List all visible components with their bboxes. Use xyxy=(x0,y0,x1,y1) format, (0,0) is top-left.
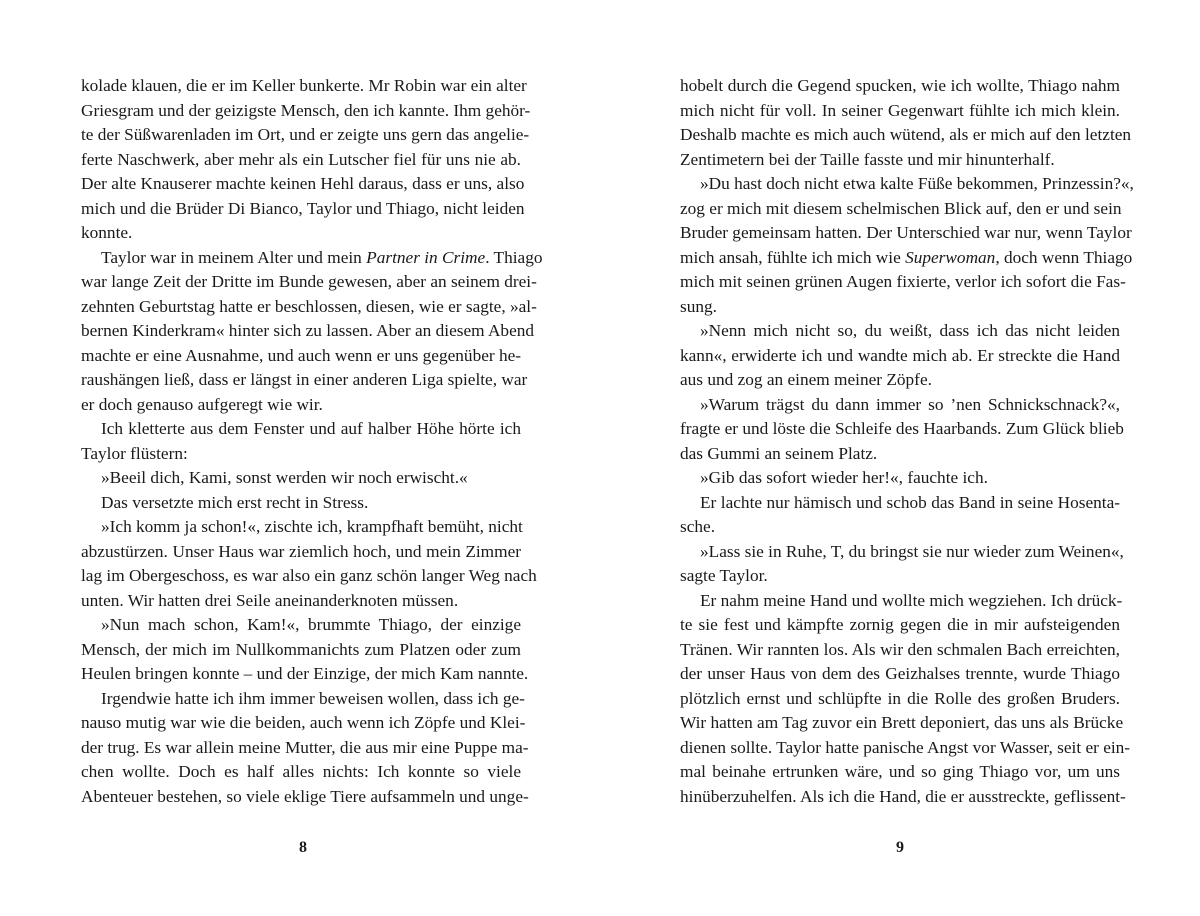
text-line xyxy=(81,246,543,271)
text-segment: Das versetzte mich erst recht in Stress. xyxy=(101,492,369,512)
text-segment: unten. Wir hatten drei Seile aneinanderknoten müssen. xyxy=(81,590,459,610)
text-line xyxy=(81,393,521,418)
text-line xyxy=(81,442,521,467)
text-segment: mich nicht für voll. In seiner Gegenwart fühlte ich mich klein. xyxy=(680,100,1120,120)
text-segment: dienen sollte. Taylor hatte panische Angst vor Wasser, seit er ein- xyxy=(680,737,1131,757)
text-segment: sche. xyxy=(680,517,716,537)
text-segment: er doch genauso aufgeregt wie wir. xyxy=(81,394,323,414)
text-line xyxy=(81,368,528,393)
text-segment: Ich kletterte aus dem Fenster und auf halber Höhe hörte ich xyxy=(101,419,521,439)
text-segment: das Gummi an seinem Platz. xyxy=(680,443,878,463)
text-line xyxy=(81,736,529,761)
text-segment: »Warum trägst du dann immer so ’nen Schnickschnack?«, xyxy=(700,394,1120,414)
text-line xyxy=(81,99,531,124)
text-line xyxy=(81,197,525,222)
text-segment: sagte Taylor. xyxy=(680,566,768,586)
text-line xyxy=(81,564,537,589)
text-line xyxy=(680,711,1124,736)
text-segment: , doch wenn Thiago xyxy=(995,247,1133,267)
text-line xyxy=(680,785,1126,810)
text-line xyxy=(81,172,525,197)
text-segment: Der alte Knauserer machte keinen Hehl daraus, dass er uns, also xyxy=(81,174,525,194)
text-segment: der trug. Es war allein meine Mutter, die aus mir eine Puppe ma- xyxy=(81,737,529,757)
text-line xyxy=(680,295,1120,320)
text-segment: abzustürzen. Unser Haus war ziemlich hoch, und mein Zimmer xyxy=(81,541,521,561)
text-segment: Griesgram und der geizigste Mensch, den ich kannte. Ihm gehör- xyxy=(81,100,531,120)
text-segment: aus und zog an einem meiner Zöpfe. xyxy=(680,370,932,390)
text-segment: Heulen bringen konnte – und der Einzige, der mich Kam nannte. xyxy=(81,664,529,684)
text-segment: nauso mutig war wie die beiden, auch wenn ich Zöpfe und Klei- xyxy=(81,713,526,733)
text-segment: chen wollte. Doch es half alles nichts: Ich konnte so viele xyxy=(81,762,521,782)
text-segment: kann«, erwiderte ich und wandte mich ab. Er streckte die Hand xyxy=(680,345,1120,365)
text-line xyxy=(81,491,521,516)
text-line xyxy=(680,736,1131,761)
text-line xyxy=(680,638,1120,663)
text-line xyxy=(680,393,1120,418)
text-segment: der unser Haus von dem des Geizhalses trennte, wurde Thiago xyxy=(680,664,1120,684)
text-line xyxy=(81,760,521,785)
text-segment: plötzlich ernst und schlüpfte in die Rolle des großen Bruders. xyxy=(680,688,1120,708)
text-segment: »Nenn mich nicht so, du weißt, dass ich das nicht leiden xyxy=(700,321,1120,341)
text-segment: »Beeil dich, Kami, sonst werden wir noch erwischt.« xyxy=(101,468,468,488)
right-page-number: 9 xyxy=(896,839,904,856)
text-line xyxy=(81,540,521,565)
text-segment: Tränen. Wir rannten los. Als wir den schmalen Bach erreichten, xyxy=(680,639,1120,659)
text-segment: Abenteuer bestehen, so viele eklige Tiere aufsammeln und unge- xyxy=(81,786,529,806)
text-line xyxy=(81,466,521,491)
text-line xyxy=(81,589,521,614)
text-line xyxy=(81,123,530,148)
text-segment: raushängen ließ, dass er längst in einer anderen Liga spielte, war xyxy=(81,370,528,390)
text-line xyxy=(680,564,1120,589)
text-line xyxy=(680,589,1123,614)
text-segment: mal beinahe ertrunken wäre, und so ging Thiago vor, um uns xyxy=(680,762,1120,782)
text-line xyxy=(81,785,529,810)
text-line xyxy=(680,417,1124,442)
text-segment: mich mit seinen grünen Augen fixierte, verlor ich sofort die Fas- xyxy=(680,272,1126,292)
text-segment: Wir hatten am Tag zuvor ein Brett deponiert, das uns als Brücke xyxy=(680,713,1124,733)
text-segment: Mensch, der mich im Nullkommanichts zum Platzen oder zum xyxy=(81,639,521,659)
text-line xyxy=(81,319,535,344)
text-line xyxy=(81,687,525,712)
text-line xyxy=(81,148,521,173)
text-line xyxy=(680,319,1120,344)
text-line xyxy=(680,368,1120,393)
text-segment: lag im Obergeschoss, es war also ein ganz schön langer Weg nach xyxy=(81,566,537,586)
italic-phrase: Partner in Crime xyxy=(366,247,486,267)
text-segment: mich und die Brüder Di Bianco, Taylor und Thiago, nicht leiden xyxy=(81,198,525,218)
text-segment: zog er mich mit diesem schelmischen Blick auf, den er und sein xyxy=(680,198,1122,218)
text-segment: ferte Naschwerk, aber mehr als ein Lutscher fiel für uns nie ab. xyxy=(81,149,521,169)
text-line xyxy=(81,417,521,442)
text-segment: te der Süßwarenladen im Ort, und er zeigte uns gern das angelie- xyxy=(81,125,530,145)
text-line xyxy=(680,466,1120,491)
text-segment: bernen Kinderkram« hinter sich zu lassen. Aber an diesem Abend xyxy=(81,321,535,341)
text-segment: »Nun mach schon, Kam!«, brummte Thiago, der einzige xyxy=(101,615,521,635)
text-segment: war lange Zeit der Dritte im Bunde gewesen, aber an seinem drei- xyxy=(81,272,537,292)
text-segment: hobelt durch die Gegend spucken, wie ich wollte, Thiago nahm xyxy=(680,76,1120,95)
text-segment: sung. xyxy=(680,296,717,316)
text-line xyxy=(680,687,1120,712)
text-line xyxy=(81,74,527,99)
text-segment: Taylor war in meinem Alter und mein xyxy=(101,247,367,267)
text-segment: te sie fest und kämpfte zornig gegen die in mir aufsteigenden xyxy=(680,615,1120,635)
text-line xyxy=(81,711,526,736)
text-segment: »Lass sie in Ruhe, T, du bringst sie nur wieder zum Weinen«, xyxy=(700,541,1124,561)
text-segment: »Gib das sofort wieder her!«, fauchte ich. xyxy=(700,468,988,488)
text-segment: . Thiago xyxy=(485,247,543,267)
text-line xyxy=(680,491,1120,516)
right-page-text xyxy=(680,74,1134,809)
text-line xyxy=(680,442,1120,467)
text-segment: fragte er und löste die Schleife des Haarbands. Zum Glück blieb xyxy=(680,419,1124,439)
text-segment: zehnten Geburtstag hatte er beschlossen, diesen, wie er sagte, »al- xyxy=(81,296,537,316)
text-line xyxy=(680,123,1132,148)
text-segment: Deshalb machte es mich auch wütend, als er mich auf den letzten xyxy=(680,125,1132,145)
text-line xyxy=(680,148,1120,173)
text-line xyxy=(680,270,1126,295)
text-segment: kolade klauen, die er im Keller bunkerte. Mr Robin war ein alter xyxy=(81,76,527,95)
text-line xyxy=(81,613,521,638)
text-line xyxy=(680,246,1133,271)
text-line xyxy=(680,344,1120,369)
text-segment: machte er eine Ausnahme, und auch wenn er uns gegenüber he- xyxy=(81,345,522,365)
left-page-text xyxy=(81,74,543,809)
text-segment: Er lachte nur hämisch und schob das Band in seine Hosenta- xyxy=(700,492,1120,512)
text-line xyxy=(680,760,1120,785)
text-segment: hinüberzuhelfen. Als ich die Hand, die er ausstreckte, geflissent- xyxy=(680,786,1126,806)
text-segment: Bruder gemeinsam hatten. Der Unterschied war nur, wenn Taylor xyxy=(680,223,1132,243)
text-line xyxy=(81,221,521,246)
text-segment: Zentimetern bei der Taille fasste und mir hinunterhalf. xyxy=(680,149,1055,169)
text-line xyxy=(81,270,537,295)
text-segment: »Du hast doch nicht etwa kalte Füße bekommen, Prinzessin?«, xyxy=(700,174,1134,194)
text-line xyxy=(81,295,537,320)
text-line xyxy=(81,344,521,369)
text-segment: Er nahm meine Hand und wollte mich wegziehen. Ich drück- xyxy=(700,590,1123,610)
italic-phrase: Superwoman xyxy=(905,247,996,267)
text-line xyxy=(680,515,1120,540)
text-line xyxy=(680,540,1124,565)
left-page-number: 8 xyxy=(299,839,307,856)
text-segment: Taylor flüstern: xyxy=(81,443,188,463)
text-segment: konnte. xyxy=(81,223,133,243)
text-line xyxy=(81,662,529,687)
text-line xyxy=(680,74,1120,99)
text-segment: mich ansah, fühlte ich mich wie xyxy=(680,247,906,267)
text-line xyxy=(680,197,1120,222)
text-line xyxy=(680,221,1132,246)
text-line xyxy=(680,99,1120,124)
text-segment: Irgendwie hatte ich ihm immer beweisen wollen, dass ich ge- xyxy=(101,688,525,708)
text-segment: »Ich komm ja schon!«, zischte ich, krampfhaft bemüht, nicht xyxy=(101,517,523,537)
text-line xyxy=(81,638,521,663)
text-line xyxy=(680,613,1120,638)
text-line xyxy=(680,662,1120,687)
text-line xyxy=(680,172,1134,197)
text-line xyxy=(81,515,521,540)
